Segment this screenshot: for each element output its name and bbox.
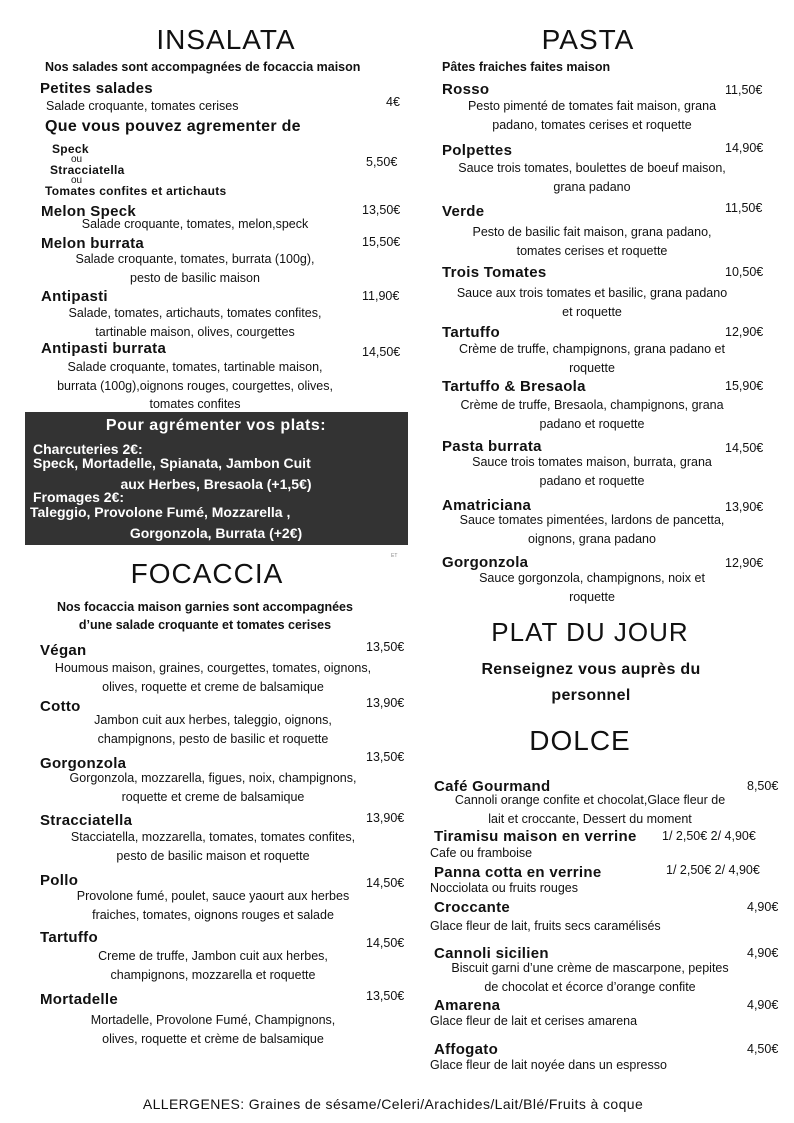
menu-item-description: champignons, pesto de basilic et roquette: [97, 731, 329, 746]
menu-item-description: tartinable maison, olives, courgettes: [95, 324, 295, 339]
menu-item-description: Mortadelle, Provolone Fumé, Champignons,: [90, 1013, 336, 1027]
addon-separator: ou: [71, 175, 83, 186]
menu-item-description: olives, roquette et crème de balsamique: [102, 1031, 324, 1046]
menu-item-description: Glace fleur de lait et cerises amarena: [430, 1014, 638, 1028]
menu-item-name: Antipasti burrata: [41, 340, 167, 357]
menu-item-price: 15,90€: [725, 379, 764, 393]
addon-option: Stracciatella: [50, 163, 125, 177]
menu-item-name: Verde: [442, 203, 485, 220]
insalata-title: INSALATA: [156, 24, 296, 55]
menu-item-description: Salade croquante, tomates, burrata (100g),: [75, 252, 315, 266]
fromages-label: Fromages 2€:: [33, 489, 125, 505]
menu-item-name: Tiramisu maison en verrine: [434, 828, 637, 845]
fromages-list: Gorgonzola, Burrata (+2€): [129, 525, 303, 541]
menu-item-price: 14,50€: [366, 876, 405, 890]
menu-item-description: roquette et creme de balsamique: [121, 789, 305, 804]
menu-item-name: Gorgonzola: [442, 554, 529, 571]
addons-price: 5,50€: [366, 155, 398, 169]
menu-item-price: 4€: [386, 95, 400, 109]
menu-item-name: Tartuffo: [40, 929, 98, 946]
menu-item-name: Melon Speck: [41, 203, 136, 220]
menu-item-description: grana padano: [553, 179, 631, 194]
menu-item-description: de chocolat et écorce d’orange confite: [484, 979, 696, 994]
menu-item-description: pesto de basilic maison et roquette: [116, 848, 310, 863]
menu-item-description: Salade croquante, tomates, tartinable maison,: [67, 360, 323, 374]
menu-item-price: 4,90€: [747, 900, 779, 914]
menu-item-description: et roquette: [562, 304, 622, 319]
dolce-title: DOLCE: [529, 725, 631, 756]
menu-item-description: Sauce trois tomates, boulettes de boeuf maison,: [458, 161, 726, 175]
menu-item-name: Pollo: [40, 872, 79, 889]
menu-item-description: Sauce tomates pimentées, lardons de pancetta,: [459, 513, 725, 527]
menu-item-name: Affogato: [434, 1041, 499, 1058]
menu-item-price: 13,90€: [366, 811, 405, 825]
focaccia-title: FOCACCIA: [130, 558, 284, 589]
plat-du-jour-title: PLAT DU JOUR: [491, 617, 689, 647]
menu-item-price: 4,50€: [747, 1042, 779, 1056]
menu-item-price: 8,50€: [747, 779, 779, 793]
menu-item-price: 4,90€: [747, 998, 779, 1012]
menu-item-description: padano, tomates cerises et roquette: [492, 117, 692, 132]
menu-item-description: roquette: [569, 360, 615, 375]
menu-item-name: Végan: [40, 642, 87, 659]
menu-item-name: Croccante: [434, 899, 511, 916]
menu-item-description: Crème de truffe, champignons, grana padano et: [459, 342, 725, 356]
addon-separator: ou: [71, 154, 83, 165]
menu-item-price: 1/ 2,50€ 2/ 4,90€: [666, 863, 760, 877]
menu-item-description: Jambon cuit aux herbes, taleggio, oignons,: [94, 713, 332, 727]
menu-item-price: 14,50€: [725, 441, 764, 455]
menu-item-description: Crème de truffe, Bresaola, champignons, grana: [460, 398, 724, 412]
menu-item-price: 11,50€: [725, 83, 763, 97]
menu-item-name: Tartuffo & Bresaola: [442, 378, 586, 395]
menu-item-description: Sauce aux trois tomates et basilic, grana padano: [456, 286, 728, 300]
menu-item-name: Stracciatella: [40, 812, 133, 829]
menu-item-name: Cannoli sicilien: [434, 945, 549, 962]
menu-item-description: padano et roquette: [539, 473, 645, 488]
insalata-subtitle: Nos salades sont accompagnées de focaccia maison: [45, 60, 361, 74]
focaccia-subtitle: Nos focaccia maison garnies sont accompagnées: [57, 600, 353, 614]
menu-item-name: Pasta burrata: [442, 438, 542, 455]
menu-item-description: Glace fleur de lait noyée dans un espresso: [430, 1058, 667, 1072]
menu-item-description: Nocciolata ou fruits rouges: [430, 881, 578, 895]
menu-item-name: Café Gourmand: [434, 778, 551, 795]
menu-item-description: Salade croquante, tomates, melon,speck: [81, 217, 309, 231]
menu-item-price: 11,50€: [725, 201, 763, 215]
menu-item-price: 12,90€: [725, 556, 764, 570]
menu-item-description: tomates confites: [149, 397, 241, 411]
menu-item-price: 11,90€: [362, 289, 400, 303]
addon-option: Speck: [52, 142, 89, 156]
menu-item-description: champignons, mozzarella et roquette: [110, 967, 316, 982]
menu-item-description: Salade croquante, tomates cerises: [46, 99, 239, 113]
menu-item-description: Cannoli orange confite et chocolat,Glace fleur de: [454, 793, 726, 807]
menu-item-description: Salade, tomates, artichauts, tomates confites,: [68, 306, 322, 320]
menu-item-price: 13,50€: [366, 640, 405, 654]
menu-item-price: 14,50€: [366, 936, 405, 950]
menu-item-price: 13,50€: [366, 989, 405, 1003]
menu-item-name: Polpettes: [442, 142, 513, 159]
pasta-subtitle: Pâtes fraiches faites maison: [442, 60, 611, 74]
menu-item-description: Pesto pimenté de tomates fait maison, grana: [467, 99, 717, 113]
menu-item-description: Sauce trois tomates maison, burrata, grana: [472, 455, 712, 469]
menu-item-description: Provolone fumé, poulet, sauce yaourt aux herbes: [76, 889, 350, 903]
menu-item-description: roquette: [569, 589, 615, 604]
menu-item-price: 4,90€: [747, 946, 779, 960]
menu-item-description: Glace fleur de lait, fruits secs caramélisés: [430, 919, 661, 933]
menu-item-price: 13,90€: [366, 696, 405, 710]
menu-item-description: lait et croccante, Dessert du moment: [488, 811, 692, 826]
small-mark: ET: [391, 553, 398, 559]
menu-item-name: Antipasti: [41, 288, 108, 305]
menu-item-price: 13,50€: [362, 203, 401, 217]
addons-heading: Que vous pouvez agrementer de: [45, 118, 301, 135]
menu-item-price: 13,50€: [366, 750, 405, 764]
menu-item-description: Cafe ou framboise: [430, 846, 533, 860]
menu-item-description: padano et roquette: [539, 416, 645, 431]
menu-item-price: 14,90€: [725, 141, 764, 155]
menu-item-name: Mortadelle: [40, 991, 119, 1008]
menu-item-description: Creme de truffe, Jambon cuit aux herbes,: [98, 949, 328, 963]
menu-item-price: 12,90€: [725, 325, 764, 339]
menu-item-description: Biscuit garni d’une crème de mascarpone, pepites: [451, 961, 729, 975]
menu-item-description: Pesto de basilic fait maison, grana padano,: [472, 225, 712, 239]
charcuteries-list: Speck, Mortadelle, Spianata, Jambon Cuit: [33, 455, 311, 471]
fromages-list: Taleggio, Provolone Fumé, Mozzarella ,: [30, 504, 291, 520]
menu-item-name: Melon burrata: [41, 235, 145, 252]
menu-item-name: Rosso: [442, 81, 490, 98]
menu-item-name: Amatriciana: [442, 497, 532, 514]
plat-du-jour-text: Renseignez vous auprès du: [481, 661, 701, 678]
menu-item-description: Houmous maison, graines, courgettes, tomates, oignons,: [54, 661, 372, 675]
pasta-title: PASTA: [541, 24, 635, 55]
menu-item-description: olives, roquette et creme de balsamique: [102, 679, 324, 694]
menu-item-name: Tartuffo: [442, 324, 500, 341]
menu-item-price: 14,50€: [362, 345, 401, 359]
allergens-footer: ALLERGENES: Graines de sésame/Celeri/Arachides/Lait/Blé/Fruits à coque: [142, 1096, 644, 1112]
charcuteries-list: aux Herbes, Bresaola (+1,5€): [120, 476, 312, 492]
charcuteries-label: Charcuteries 2€:: [33, 441, 143, 457]
menu-item-description: tomates cerises et roquette: [516, 243, 668, 258]
plat-du-jour-text: personnel: [551, 687, 631, 704]
menu-item-description: burrata (100g),oignons rouges, courgettes, olives,: [57, 378, 333, 393]
addon-option: Tomates confites et artichauts: [45, 184, 227, 198]
focaccia-subtitle: d’une salade croquante et tomates cerises: [78, 618, 332, 632]
menu-item-description: Gorgonzola, mozzarella, figues, noix, champignons,: [69, 771, 357, 785]
menu-item-price: 15,50€: [362, 235, 401, 249]
menu-item-name: Trois Tomates: [442, 264, 547, 281]
extras-box: [25, 412, 408, 545]
menu-item-name: Cotto: [40, 698, 81, 715]
menu-item-description: Sauce gorgonzola, champignons, noix et: [479, 571, 705, 585]
menu-item-name: Gorgonzola: [40, 755, 127, 772]
menu-item-description: fraiches, tomates, oignons rouges et salade: [92, 907, 334, 922]
extras-title: Pour agrémenter vos plats:: [105, 417, 327, 434]
menu-item-description: pesto de basilic maison: [130, 270, 260, 285]
menu-item-price: 13,90€: [725, 500, 764, 514]
menu-item-price: 1/ 2,50€ 2/ 4,90€: [662, 829, 756, 843]
menu-item-name: Panna cotta en verrine: [434, 864, 602, 881]
menu-item-description: oignons, grana padano: [528, 531, 656, 546]
menu-item-price: 10,50€: [725, 265, 764, 279]
menu-item-name: Petites salades: [40, 80, 153, 97]
menu-item-description: Stacciatella, mozzarella, tomates, tomates confites,: [70, 830, 356, 844]
menu-item-name: Amarena: [434, 997, 501, 1014]
